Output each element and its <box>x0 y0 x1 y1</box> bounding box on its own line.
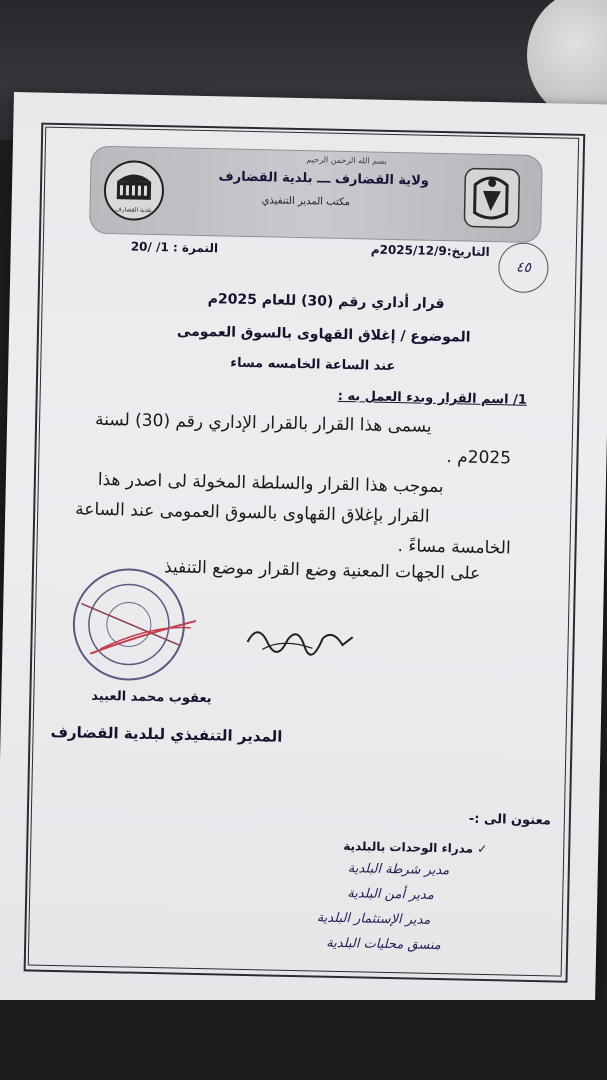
state-emblem-logo <box>460 164 523 231</box>
circle-note-text: ٤٥ <box>515 259 532 276</box>
signature-scribble <box>242 617 358 659</box>
recipient-2: مدير شرطة البلدية <box>347 861 450 879</box>
body-line-4: القرار بإغلاق القهاوى بالسوق العمومى عند الساعة <box>75 499 430 527</box>
letterhead <box>89 146 543 243</box>
official-stamp <box>60 563 202 686</box>
handwritten-circle-note <box>498 242 549 293</box>
background-bottom <box>0 1000 607 1080</box>
section-heading: 1/ اسم القرار وبدء العمل به : <box>337 388 528 408</box>
decision-time: عند الساعة الخامسه مساء <box>230 355 396 375</box>
letterhead-subtitle: مكتب المدير التنفيذي <box>261 195 350 209</box>
recipient-4: مدير الإستثمار البلدية <box>316 910 431 928</box>
body-line-6: على الجهات المعنية وضع القرار موضع التنفيذ <box>163 557 481 584</box>
decision-subject: الموضوع / إغلاق القهاوى بالسوق العمومى <box>176 323 471 346</box>
letterhead-title: ولاية القضارف ـــ بلدية القضارف <box>218 169 430 189</box>
signatory-name: يعقوب محمد العبيد <box>91 688 212 707</box>
document-number: النمرة : 1/ /20 <box>130 239 219 256</box>
signatory-title: المدير التنفيذي لبلدية القضارف <box>50 722 283 746</box>
document-date: التاريخ:2025/12/9م <box>370 242 490 259</box>
basmala: بسم الله الرحمن الرحيم <box>306 155 387 166</box>
logo-caption: بلدية القضارف <box>115 206 152 214</box>
body-line-5: الخامسة مساءً . <box>397 536 511 559</box>
recipient-3: مدير أمن البلدية <box>347 886 434 903</box>
document-sheet <box>0 92 607 1024</box>
municipality-building-logo <box>102 159 165 222</box>
body-line-3: بموجب هذا القرار والسلطة المخولة لى اصدر هذا <box>97 469 444 498</box>
body-line-2: 2025م . <box>446 447 512 469</box>
decision-title: قرار أداري رقم (30) للعام 2025م <box>207 291 445 313</box>
body-line-1: يسمى هذا القرار بالقرار الإداري رقم (30) لسنة <box>94 409 432 437</box>
recipient-1: ✓ مدراء الوحدات بالبلدية <box>343 839 488 857</box>
recipients-heading: معنون الى :- <box>468 811 552 829</box>
recipient-5: منسق محليات البلدية <box>326 935 441 954</box>
